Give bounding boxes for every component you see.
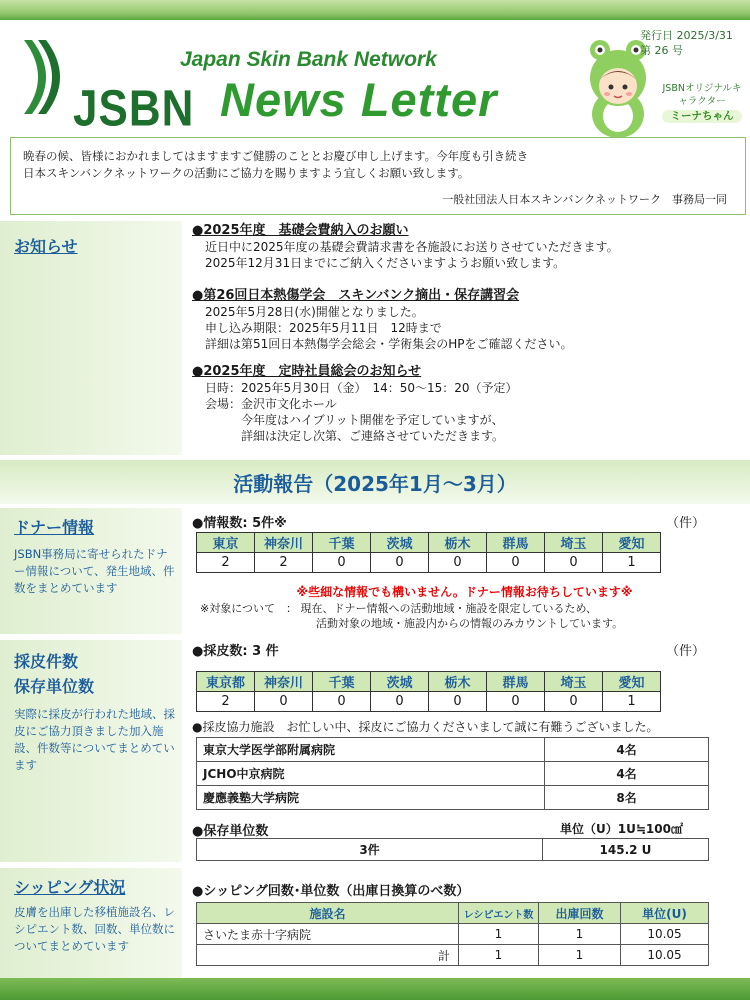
donor-unit: （件） (666, 516, 706, 531)
table-header-cell: 出庫回数 (539, 903, 621, 924)
notice-item-heading: ●第26回日本熱傷学会 スキンバンク摘出・保存講習会 (192, 288, 520, 303)
scope-line-2: 活動対象の地域・施設内からの情報のみカウントしています。 (316, 617, 624, 630)
mascot-name: ミーナちゃん (662, 110, 742, 123)
table-cell: 千葉 (313, 672, 371, 692)
notice-item-line: 申し込み期限：2025年5月11日 12時まで (205, 321, 442, 335)
table-header-cell: レシピエント数 (459, 903, 539, 924)
notice-item-line: 日時：2025年5月30日（金） 14：50〜15：20（予定） (205, 381, 518, 395)
notice-item-heading: ●2025年度 定時社員総会のお知らせ (192, 364, 422, 379)
notice-item-line: 2025年5月28日(水)開催となりました。 (205, 305, 424, 319)
cooperation-label: ●採皮協力施設 お忙しい中、採皮にご協力くださいまして誠に有難うございました。 (192, 720, 659, 734)
scope-key: ※対象について (200, 602, 275, 615)
harvest-count-label: ●採皮数: 3 件 (192, 644, 279, 659)
table-cell: 0 (371, 553, 429, 573)
table-cell: 群馬 (487, 672, 545, 692)
activity-title: 活動報告（2025年1月〜3月） (233, 472, 517, 496)
issue-date: 発行日 2025/3/31 (640, 29, 733, 42)
table-cell: 0 (487, 692, 545, 712)
hospital-count: 4名 (545, 762, 709, 786)
table-cell: 0 (545, 692, 603, 712)
harvest-table (196, 671, 661, 712)
greeting-line-1: 晩春の候、皆様におかれましてはますますご健勝のこととお慶び申し上げます。今年度も引き続き (23, 149, 529, 163)
table-cell: 2 (255, 553, 313, 573)
donor-count-label: ●情報数: 5件※ (192, 516, 287, 531)
shipping-side-panel (0, 868, 182, 978)
table-cell: 0 (429, 553, 487, 573)
shipping-table-header (197, 903, 709, 924)
shipping-hospital: さいたま赤十字病院 (197, 924, 459, 945)
donor-heading: ドナー情報 (14, 518, 95, 537)
hospital-count: 8名 (545, 786, 709, 810)
jsbn-logo (18, 34, 195, 137)
donor-table-header (197, 533, 661, 553)
shipping-description: 皮膚を出庫した移植施設名、レシピエント数、回数、単位数についてまとめています (14, 905, 175, 953)
table-cell: 埼玉 (545, 533, 603, 553)
table-row (197, 786, 709, 810)
top-decorative-bar (0, 0, 750, 20)
table-cell: 10.05 (621, 924, 709, 945)
table-cell: 群馬 (487, 533, 545, 553)
table-cell: 神奈川 (255, 533, 313, 553)
hospital-name: 東京大学医学部附属病院 (197, 738, 545, 762)
donor-table-row (197, 553, 661, 573)
notice-item-line: 今年度はハイブリット開催を予定していますが、 (205, 413, 504, 427)
table-cell: 1 (539, 924, 621, 945)
harvest-table-row (197, 692, 661, 712)
greeting-box (10, 137, 746, 215)
mascot-caption (662, 82, 742, 123)
shipping-heading: シッピング状況 (14, 878, 126, 897)
total-label: 計 (197, 945, 459, 966)
greeting-line-2: 日本スキンバンクネットワークの活動にご協力を賜りますよう宜しくお願い致します。 (23, 166, 470, 180)
notice-item-line: 近日中に2025年度の基礎会費請求書を各施設にお送りさせていただきます。 (205, 240, 619, 254)
table-cell: 0 (255, 692, 313, 712)
logo-text: JSBN (73, 80, 195, 137)
table-cell: 1 (459, 924, 539, 945)
harvest-description: 実際に採皮が行われた地域、採皮にご協力頂きました加入施設、件数等についてまとめています (14, 707, 175, 772)
newsletter-title: News Letter (220, 73, 498, 126)
harvest-table-header (197, 672, 661, 692)
table-cell: 愛知 (603, 533, 661, 553)
table-cell: 0 (487, 553, 545, 573)
notice-item-line: 詳細は決定し次第、ご連絡させていただきます。 (205, 429, 505, 443)
table-cell: 2 (197, 553, 255, 573)
scope-line-1: ： 現在、ドナー情報への活動地域・施設を限定しているため、 (286, 602, 598, 615)
scope-note (200, 601, 623, 631)
table-cell: 10.05 (621, 945, 709, 966)
table-row (197, 924, 709, 945)
table-cell: 0 (313, 692, 371, 712)
table-cell: 千葉 (313, 533, 371, 553)
table-cell: 1 (539, 945, 621, 966)
table-cell: 東京都 (197, 672, 255, 692)
table-cell: 愛知 (603, 672, 661, 692)
hospital-count: 4名 (545, 738, 709, 762)
table-cell: 0 (313, 553, 371, 573)
table-cell: 0 (371, 692, 429, 712)
storage-heading: 保存単位数 (14, 677, 95, 696)
bottom-decorative-bar (0, 978, 750, 1000)
notice-item-line: 会場：金沢市文化ホール (205, 397, 337, 411)
table-cell: 2 (197, 692, 255, 712)
notice-item-3 (192, 363, 737, 444)
newsletter-subtitle: Japan Skin Bank Network (180, 48, 437, 71)
greeting-signature: 一般社団法人日本スキンバンクネットワーク 事務局一同 (442, 193, 727, 206)
shipping-table (196, 902, 709, 966)
harvest-unit: （件） (666, 644, 706, 659)
donor-request-note: ※些細な情報でも構いません。ドナー情報お待ちしています※ (296, 585, 633, 599)
table-cell: 1 (603, 692, 661, 712)
storage-cases: 3件 (197, 839, 543, 861)
table-header-cell: 単位(U) (621, 903, 709, 924)
donor-table (196, 532, 661, 573)
table-cell: 茨城 (371, 672, 429, 692)
table-cell: 0 (429, 692, 487, 712)
notice-item-line: 詳細は第51回日本熱傷学会総会・学術集会のHPをご確認ください。 (205, 337, 573, 351)
table-cell: 埼玉 (545, 672, 603, 692)
table-total-row (197, 945, 709, 966)
storage-unit: 単位（U）1U≒100㎠ (560, 822, 683, 836)
table-row (197, 839, 709, 861)
hospital-table (196, 737, 709, 810)
shipping-label: ●シッピング回数･単位数（出庫日換算のべ数） (192, 884, 470, 899)
notice-side-panel (0, 221, 182, 455)
table-cell: 栃木 (429, 533, 487, 553)
table-cell: 栃木 (429, 672, 487, 692)
storage-label: ●保存単位数 (192, 824, 269, 839)
donor-side-panel (0, 508, 182, 634)
mascot-caption-text: JSBNオリジナルキャラクター (662, 83, 742, 107)
storage-units: 145.2 U (543, 839, 709, 861)
notice-heading: お知らせ (14, 237, 78, 256)
table-cell: 神奈川 (255, 672, 313, 692)
table-cell: 1 (459, 945, 539, 966)
hospital-name: 慶應義塾大学病院 (197, 786, 545, 810)
table-header-cell: 施設名 (197, 903, 459, 924)
table-cell: 0 (545, 553, 603, 573)
harvest-heading: 採皮件数 (14, 652, 79, 671)
table-cell: 1 (603, 553, 661, 573)
notice-item-1 (192, 222, 737, 271)
notice-item-heading: ●2025年度 基礎会費納入のお願い (192, 223, 409, 238)
table-cell: 茨城 (371, 533, 429, 553)
storage-table (196, 838, 709, 861)
issue-info (640, 28, 745, 58)
table-row (197, 738, 709, 762)
issue-number: 第 26 号 (640, 44, 683, 57)
table-row (197, 762, 709, 786)
notice-item-2 (192, 287, 737, 352)
harvest-side-panel (0, 640, 182, 862)
donor-description: JSBN事務局に寄せられたドナー情報について、発生地域、件数をまとめています (14, 547, 175, 595)
hospital-name: JCHO中京病院 (197, 762, 545, 786)
notice-item-line: 2025年12月31日までにご納入くださいますようお願い致します。 (205, 256, 566, 270)
table-cell: 東京 (197, 533, 255, 553)
